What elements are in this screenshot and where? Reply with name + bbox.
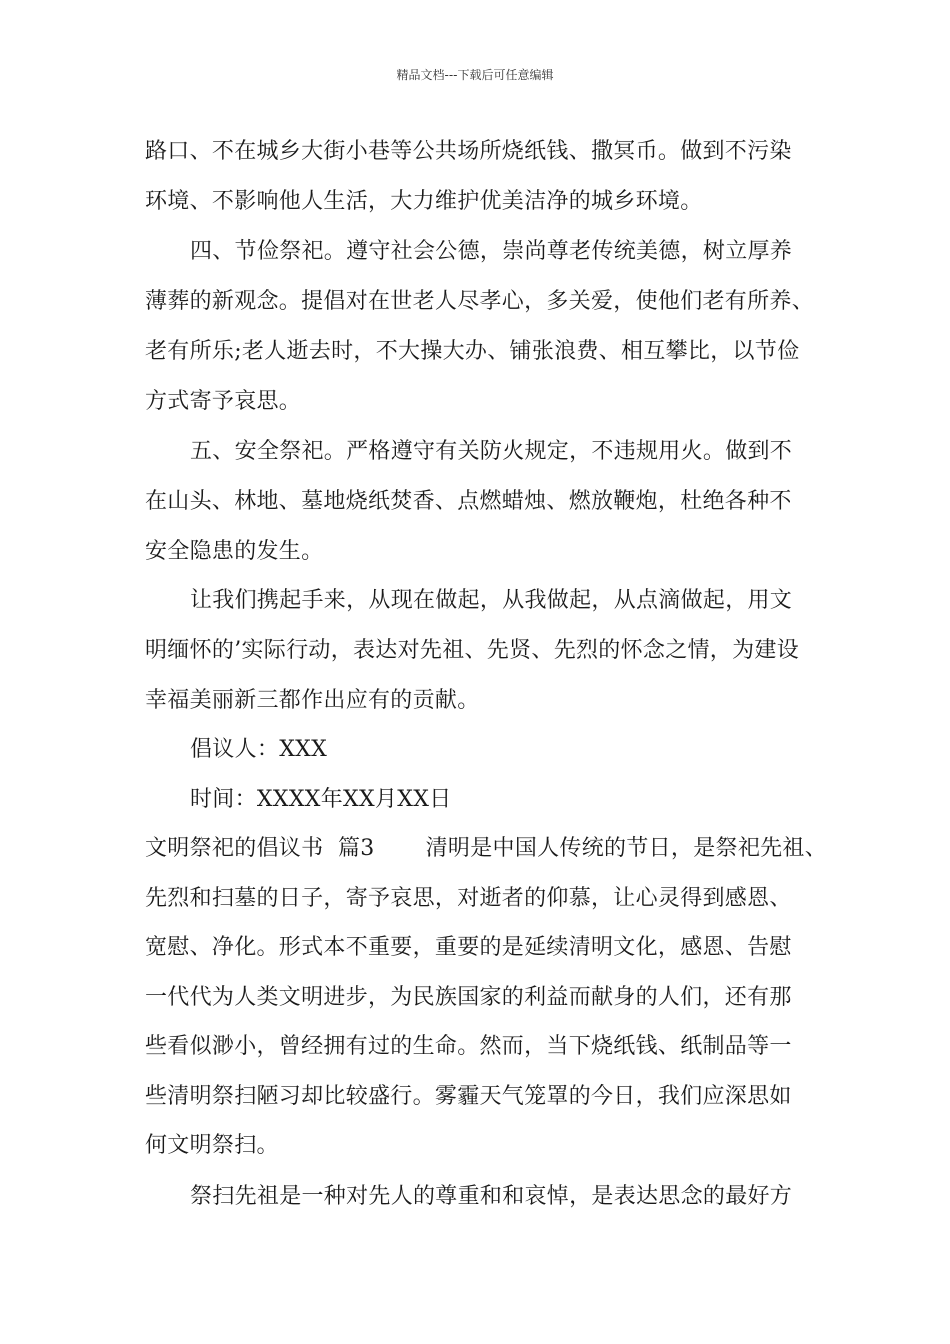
text-line: 明缅怀的’实际行动，表达对先祖、先贤、先烈的怀念之情，为建设 xyxy=(145,638,799,663)
text-line: 在山头、林地、墓地烧纸焚香、点燃蜡烛、燃放鞭炮，杜绝各种不 xyxy=(145,489,792,514)
text-line: 安全隐患的发生。 xyxy=(145,539,324,564)
text-line: 薄葬的新观念。提倡对在世老人尽孝心，多关爱，使他们老有所养、 xyxy=(145,289,815,314)
text-line: 让我们携起手来，从现在做起，从我做起，从点滴做起，用文 xyxy=(190,588,793,613)
text-line: 幸福美丽新三都作出应有的贡献。 xyxy=(145,688,480,713)
text-line: 四、节俭祭祀。遵守社会公德，崇尚尊老传统美德，树立厚养 xyxy=(190,239,793,264)
text-line: 些清明祭扫陋习却比较盛行。雾霾天气笼罩的今日，我们应深思如 xyxy=(145,1084,792,1109)
text-line: 倡议人：XXX xyxy=(190,737,328,762)
page-header: 精品文档---下载后可任意编辑 xyxy=(396,68,554,82)
text-line: 一代代为人类文明进步，为民族国家的利益而献身的人们，还有那 xyxy=(145,985,792,1010)
text-line: 五、安全祭祀。严格遵守有关防火规定，不违规用火。做到不 xyxy=(190,439,793,464)
text-line: 环境、不影响他人生活，大力维护优美洁净的城乡环境。 xyxy=(145,189,703,214)
text-line: 文明祭祀的倡议书 篇3 清明是中国人传统的节日，是祭祀先祖、 xyxy=(145,836,828,861)
text-line: 些看似渺小，曾经拥有过的生命。然而，当下烧纸钱、纸制品等一 xyxy=(145,1034,792,1059)
text-line: 方式寄予哀思。 xyxy=(145,389,302,414)
text-line: 时间：XXXX年XX月XX日 xyxy=(190,787,452,812)
text-line: 路口、不在城乡大街小巷等公共场所烧纸钱、撒冥币。做到不污染 xyxy=(145,139,792,164)
text-line: 老有所乐;老人逝去时，不大操大办、铺张浪费、相互攀比，以节俭 xyxy=(145,339,800,364)
text-line: 先烈和扫墓的日子，寄予哀思，对逝者的仰慕，让心灵得到感恩、 xyxy=(145,886,792,911)
text-line: 宽慰、净化。形式本不重要，重要的是延续清明文化，感恩、告慰 xyxy=(145,935,792,960)
text-line: 祭扫先祖是一种对先人的尊重和和哀悼，是表达思念的最好方 xyxy=(190,1184,793,1209)
text-line: 何文明祭扫。 xyxy=(145,1133,279,1158)
